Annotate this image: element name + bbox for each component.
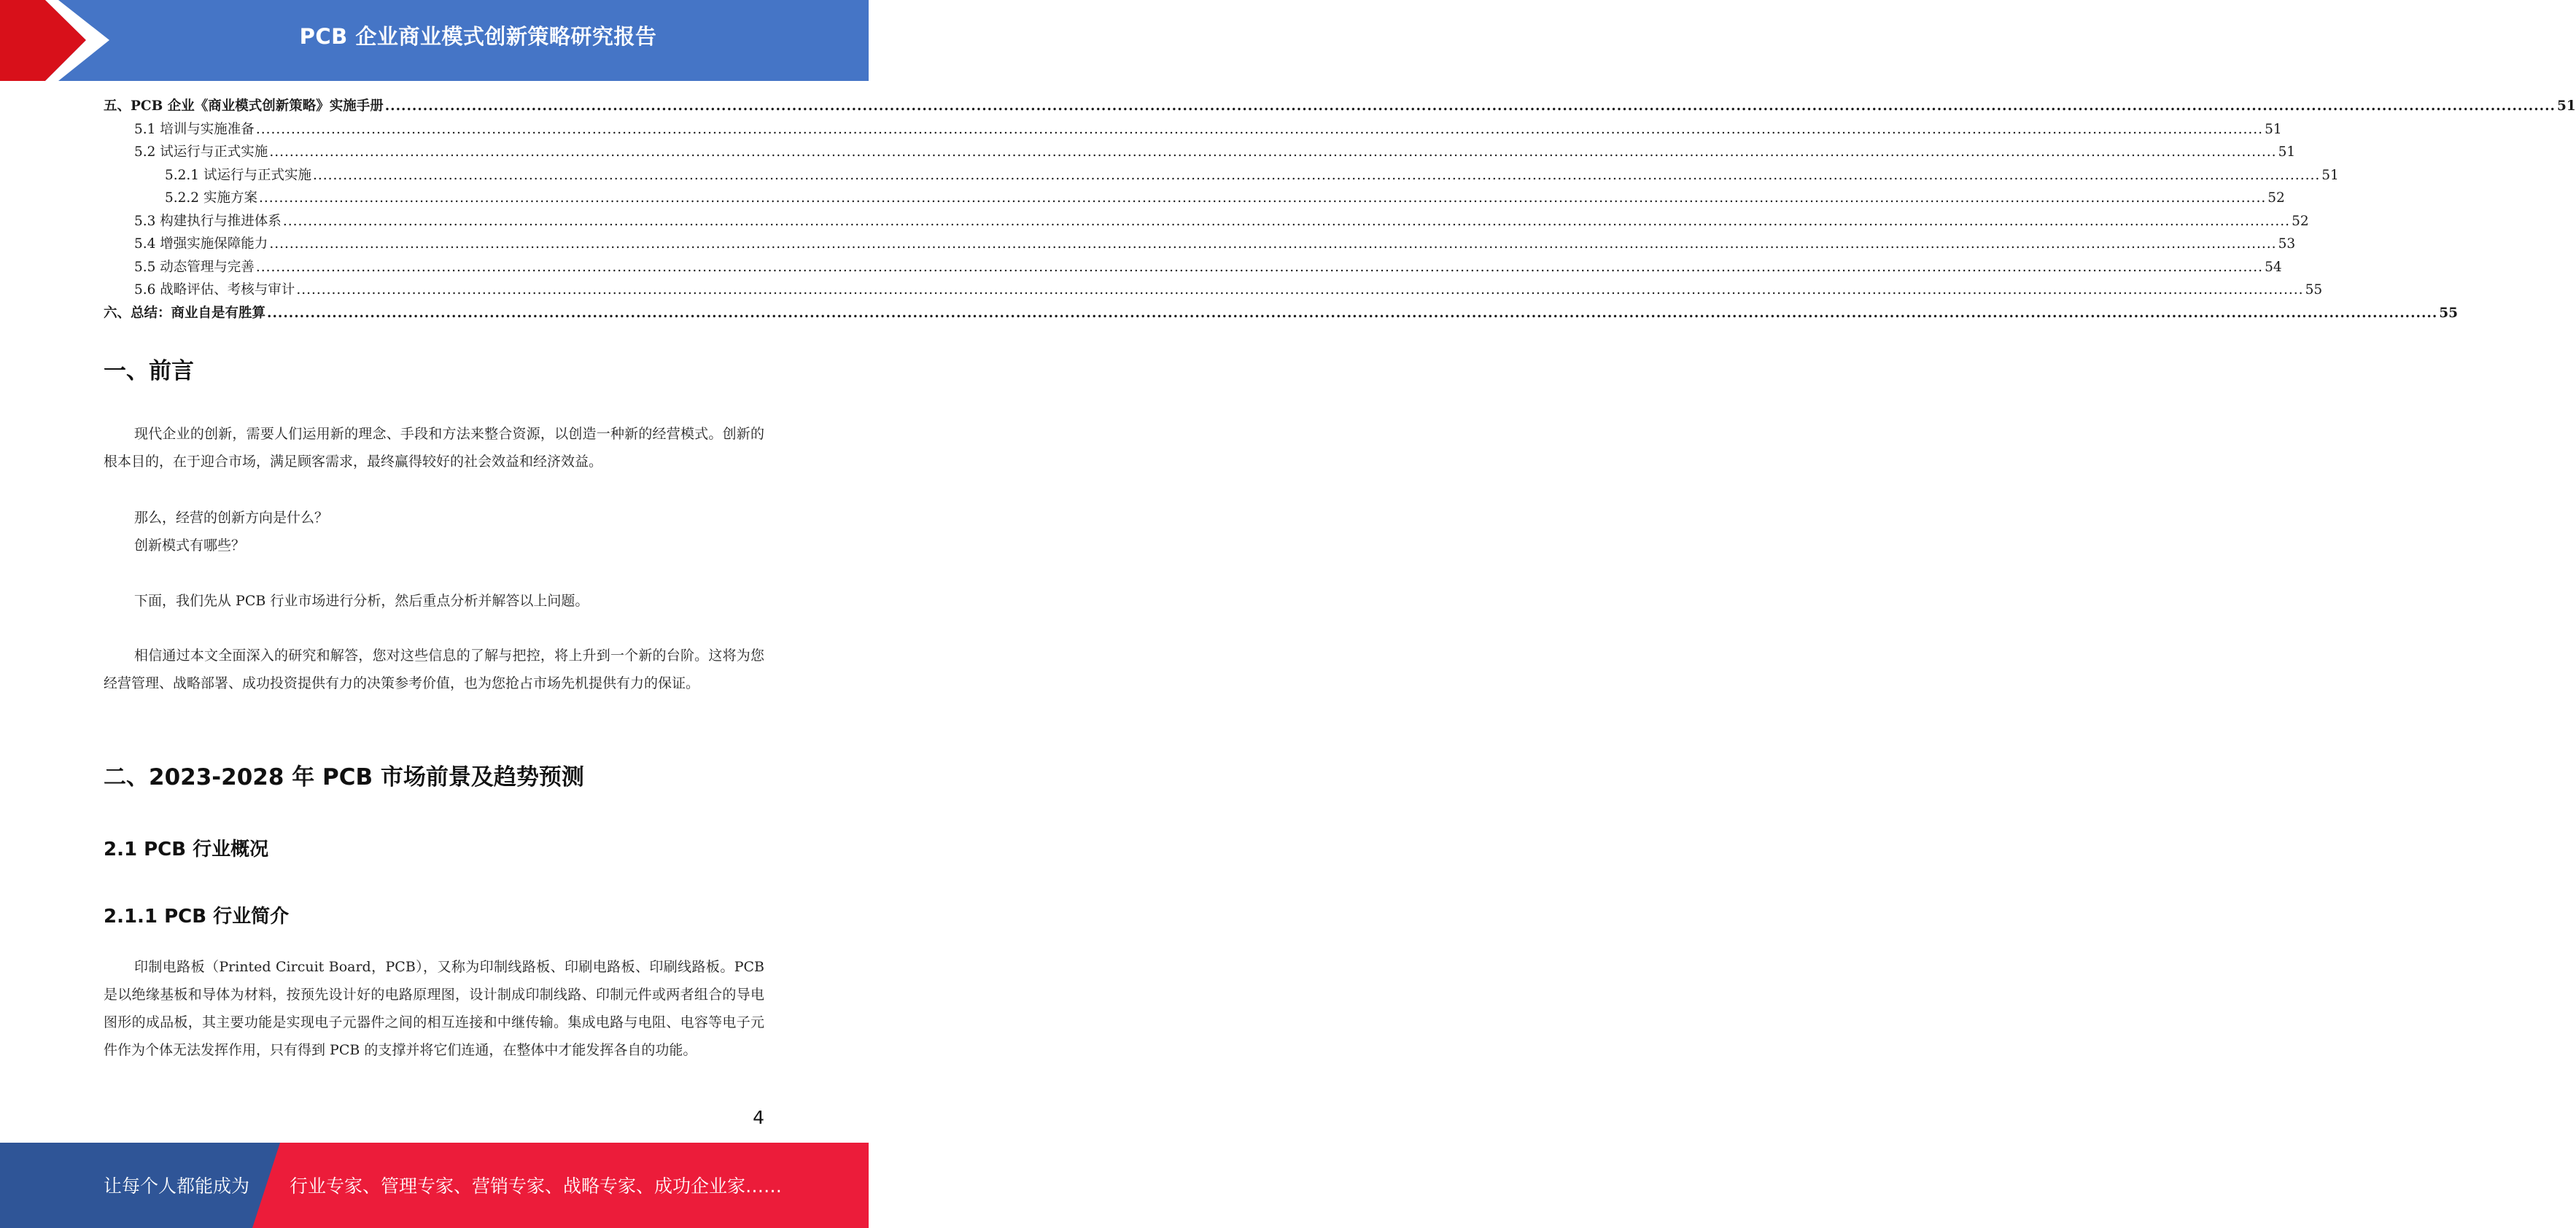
- toc-dot-leader: ................................................................................................................................................................................................................................................................................................................................................................................................................: [296, 282, 2304, 298]
- subsection-heading-intro: 2.1.1 PCB 行业简介: [104, 906, 290, 928]
- toc-entry-label: 5.2.2 实施方案: [165, 190, 257, 206]
- toc-entry[interactable]: [104, 233, 2296, 256]
- toc-entry-page: 51: [2321, 167, 2339, 183]
- preface-paragraph-3: 相信通过本文全面深入的研究和解答，您对这些信息的了解与把控，将上升到一个新的台阶。这将为您经营管理、战略部署、成功投资提供有力的决策参考价值，也为您抢占市场先机提供有力的保证。: [104, 648, 764, 691]
- section-heading-market: 二、2023-2028 年 PCB 市场前景及趋势预测: [104, 764, 584, 790]
- toc-entry-page: 51: [2278, 144, 2296, 160]
- preface-paragraph-2: 下面，我们先从 PCB 行业市场进行分析，然后重点分析并解答以上问题。: [134, 593, 589, 609]
- toc-entry-label: 5.1 培训与实施准备: [134, 121, 255, 137]
- toc-entry-page: 55: [2439, 305, 2459, 321]
- toc-entry-label: 5.4 增强实施保障能力: [134, 236, 268, 252]
- toc-dot-leader: ................................................................................................................................................................................................................................................................................................................................................................................................................: [269, 236, 2277, 252]
- toc-entry-page: 54: [2265, 259, 2282, 275]
- toc-entry-page: 51: [2557, 98, 2576, 114]
- toc-entry[interactable]: [104, 187, 2285, 210]
- toc-entry-label: 5.3 构建执行与推进体系: [134, 213, 282, 229]
- toc-entry[interactable]: [104, 302, 2459, 325]
- toc-dot-leader: ................................................................................................................................................................................................................................................................................................................................................................................................................: [267, 305, 2438, 321]
- footer-slogan-right: 行业专家、管理专家、营销专家、战略专家、成功企业家……: [290, 1175, 783, 1197]
- toc-entry-label: 五、PCB 企业《商业模式创新策略》实施手册: [104, 98, 384, 114]
- intro-paragraph-1: 印制电路板（Printed Circuit Board，PCB），又称为印制线路板、印刷电路板、印刷线路板。PCB 是以绝缘基板和导体为材料，按预先设计好的电路原理图，设计制成印制线路、印制元件或两者组合的导电图形的成品板，其主要功能是实现电子元器件之间的相互连接和中继传输。集成电路与电阻、电容等电子元件作为个体无法发挥作用，只有得到 PCB 的支撑并将它们连通，在整体中才能发挥各自的功能。: [104, 959, 764, 1058]
- toc-entry-label: 5.5 动态管理与完善: [134, 259, 255, 275]
- toc-entry-page: 53: [2278, 236, 2296, 252]
- toc-entry-page: 55: [2305, 282, 2323, 298]
- toc-entry[interactable]: [104, 210, 2309, 233]
- toc-entry[interactable]: [104, 279, 2323, 302]
- toc-dot-leader: ................................................................................................................................................................................................................................................................................................................................................................................................................: [255, 121, 2264, 137]
- toc-dot-leader: ................................................................................................................................................................................................................................................................................................................................................................................................................: [282, 213, 2291, 229]
- toc-entry-label: 5.2.1 试运行与正式实施: [165, 167, 311, 183]
- toc-entry-page: 52: [2267, 190, 2285, 206]
- toc-entry[interactable]: [104, 141, 2296, 164]
- footer-slogan-left: 让每个人都能成为: [104, 1175, 250, 1197]
- preface-question-2: 创新模式有哪些？: [134, 537, 246, 553]
- toc-dot-leader: ................................................................................................................................................................................................................................................................................................................................................................................................................: [258, 190, 2267, 206]
- section-heading-preface: 一、前言: [104, 358, 194, 384]
- page-header: [0, 0, 869, 81]
- toc-entry[interactable]: [104, 164, 2339, 187]
- toc-entry[interactable]: [104, 256, 2282, 279]
- report-title: PCB 企业商业模式创新策略研究报告: [299, 24, 657, 49]
- toc-entry-label: 六、总结：商业自是有胜算: [104, 305, 266, 321]
- toc-entry[interactable]: [104, 118, 2282, 141]
- toc-entry[interactable]: [104, 95, 2576, 118]
- toc-entry-page: 52: [2292, 213, 2309, 229]
- page-number: 4: [753, 1107, 764, 1128]
- preface-paragraph-1: 现代企业的创新，需要人们运用新的理念、手段和方法来整合资源，以创造一种新的经营模式。创新的根本目的，在于迎合市场，满足顾客需求，最终赢得较好的社会效益和经济效益。: [104, 426, 764, 470]
- toc-dot-leader: ................................................................................................................................................................................................................................................................................................................................................................................................................: [255, 259, 2264, 275]
- preface-question-1: 那么，经营的创新方向是什么？: [134, 510, 329, 526]
- page-footer: [0, 1143, 869, 1228]
- toc-dot-leader: ................................................................................................................................................................................................................................................................................................................................................................................................................: [269, 144, 2277, 160]
- toc-entry-label: 5.2 试运行与正式实施: [134, 144, 268, 160]
- toc-entry-page: 51: [2265, 121, 2282, 137]
- table-of-contents: [104, 95, 2576, 325]
- toc-dot-leader: ................................................................................................................................................................................................................................................................................................................................................................................................................: [384, 98, 2556, 114]
- subsection-heading-overview: 2.1 PCB 行业概况: [104, 839, 269, 860]
- toc-dot-leader: ................................................................................................................................................................................................................................................................................................................................................................................................................: [312, 167, 2321, 183]
- toc-entry-label: 5.6 战略评估、考核与审计: [134, 282, 295, 298]
